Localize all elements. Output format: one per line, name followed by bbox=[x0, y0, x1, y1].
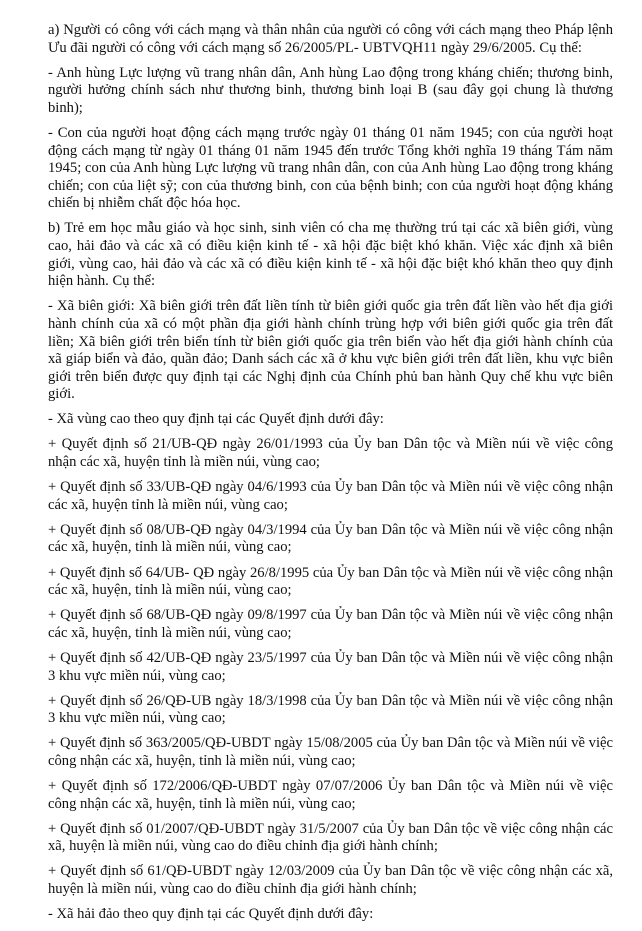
list-item-decision: + Quyết định số 33/UB-QĐ ngày 04/6/1993 của Ủy ban Dân tộc và Miền núi về việc công nhận các xã, huyện tỉnh là miền núi, vùng cao; bbox=[48, 479, 613, 513]
list-item-decision: + Quyết định số 01/2007/QĐ-UBDT ngày 31/5/2007 của Ủy ban Dân tộc về việc công nhận các xã, huyện là miền núi, vùng cao do điều chỉnh địa giới hành chính; bbox=[48, 820, 613, 855]
list-item-decision: + Quyết định số 64/UB- QĐ ngày 26/8/1995 của Ủy ban Dân tộc và Miền núi về việc công nhận các xã, huyện, tỉnh là miền núi, vùng cao; bbox=[48, 564, 613, 599]
document-page bbox=[48, 22, 613, 931]
paragraph-highland-communes-heading: - Xã vùng cao theo quy định tại các Quyết định dưới đây: bbox=[48, 411, 384, 428]
list-item-decision: + Quyết định số 61/QĐ-UBDT ngày 12/03/2009 của Ủy ban Dân tộc về việc công nhận các xã, huyện là miền núi, vùng cao do điều chỉnh địa giới hành chính; bbox=[48, 863, 613, 897]
list-item-decision: + Quyết định số 21/UB-QĐ ngày 26/01/1993 của Ủy ban Dân tộc và Miền núi về việc công nhận các xã, huyện tỉnh là miền núi, vùng cao; bbox=[48, 436, 613, 471]
list-item-decision: + Quyết định số 42/UB-QĐ ngày 23/5/1997 của Ủy ban Dân tộc và Miền núi về việc công nhận 3 khu vực miền núi, vùng cao; bbox=[48, 649, 613, 684]
list-item-decision: + Quyết định số 08/UB-QĐ ngày 04/3/1994 của Ủy ban Dân tộc và Miền núi về việc công nhận các xã, huyện, tỉnh là miền núi, vùng cao; bbox=[48, 521, 613, 556]
list-item-decision: + Quyết định số 68/UB-QĐ ngày 09/8/1997 của Ủy ban Dân tộc và Miền núi về việc công nhận các xã, huyện, tỉnh là miền núi, vùng cao; bbox=[48, 607, 613, 641]
paragraph-island-communes-heading: - Xã hải đảo theo quy định tại các Quyết định dưới đây: bbox=[48, 906, 374, 923]
paragraph-children-of-revolutionaries: - Con của người hoạt động cách mạng trước ngày 01 tháng 01 năm 1945; con của người hoạt động cách mạng từ ngày 01 tháng 01 năm 1945 đến trước Tổng khởi nghĩa 19 tháng Tám năm 1945; con của Anh hùng Lực lượng vũ trang nhân dân, con của Anh hùng Lao động trong kháng chiến; con của liệt sỹ; con của thương binh, con của bệnh binh; con của người hoạt động kháng chiến bị nhiễm chất độc hóa học. bbox=[48, 124, 613, 212]
paragraph-b-intro: b) Trẻ em học mẫu giáo và học sinh, sinh viên có cha mẹ thường trú tại các xã biên giới, vùng cao, hải đảo và các xã có điều kiện kinh tế - xã hội đặc biệt khó khăn. Việc xác định xã biên giới, vùng cao, hải đảo và các xã có điều kiện kinh tế - xã hội đặc biệt khó khăn theo quy định hiện hành. Cụ thể: bbox=[48, 220, 613, 290]
paragraph-a-intro: a) Người có công với cách mạng và thân nhân của người có công với cách mạng theo Pháp lệnh Ưu đãi người có công với cách mạng số 26/2005/PL- UBTVQH11 ngày 29/6/2005. Cụ thể: bbox=[48, 22, 613, 56]
list-item-decision: + Quyết định số 172/2006/QĐ-UBDT ngày 07/07/2006 Ủy ban Dân tộc và Miền núi về việc công nhận các xã, huyện, tỉnh là miền núi, vùng cao; bbox=[48, 777, 613, 812]
paragraph-border-communes: - Xã biên giới: Xã biên giới trên đất liền tính từ biên giới quốc gia trên đất liền vào hết địa giới hành chính của xã có một phần địa giới hành chính trùng hợp với biên giới quốc gia trên đất liền; Xã biên giới trên biển tính từ biên giới quốc gia trên biển vào hết địa giới hành chính của xã giáp biển và đảo, quần đảo; Danh sách các xã ở khu vực biên giới trên đất liền, khu vực biên giới trên biển được quy định tại các Nghị định của Chính phủ ban hành Quy chế khu vực biên giới. bbox=[48, 298, 613, 403]
paragraph-heroes-invalids: - Anh hùng Lực lượng vũ trang nhân dân, Anh hùng Lao động trong kháng chiến; thương binh, người hưởng chính sách như thương binh, thương binh loại B (sau đây gọi chung là thương binh); bbox=[48, 64, 613, 116]
list-item-decision: + Quyết định số 26/QĐ-UB ngày 18/3/1998 của Ủy ban Dân tộc và Miền núi về việc công nhận 3 khu vực miền núi, vùng cao; bbox=[48, 692, 613, 727]
list-item-decision: + Quyết định số 363/2005/QĐ-UBDT ngày 15/08/2005 của Ủy ban Dân tộc và Miền núi về việc công nhận các xã, huyện, tỉnh là miền núi, vùng cao; bbox=[48, 735, 613, 769]
